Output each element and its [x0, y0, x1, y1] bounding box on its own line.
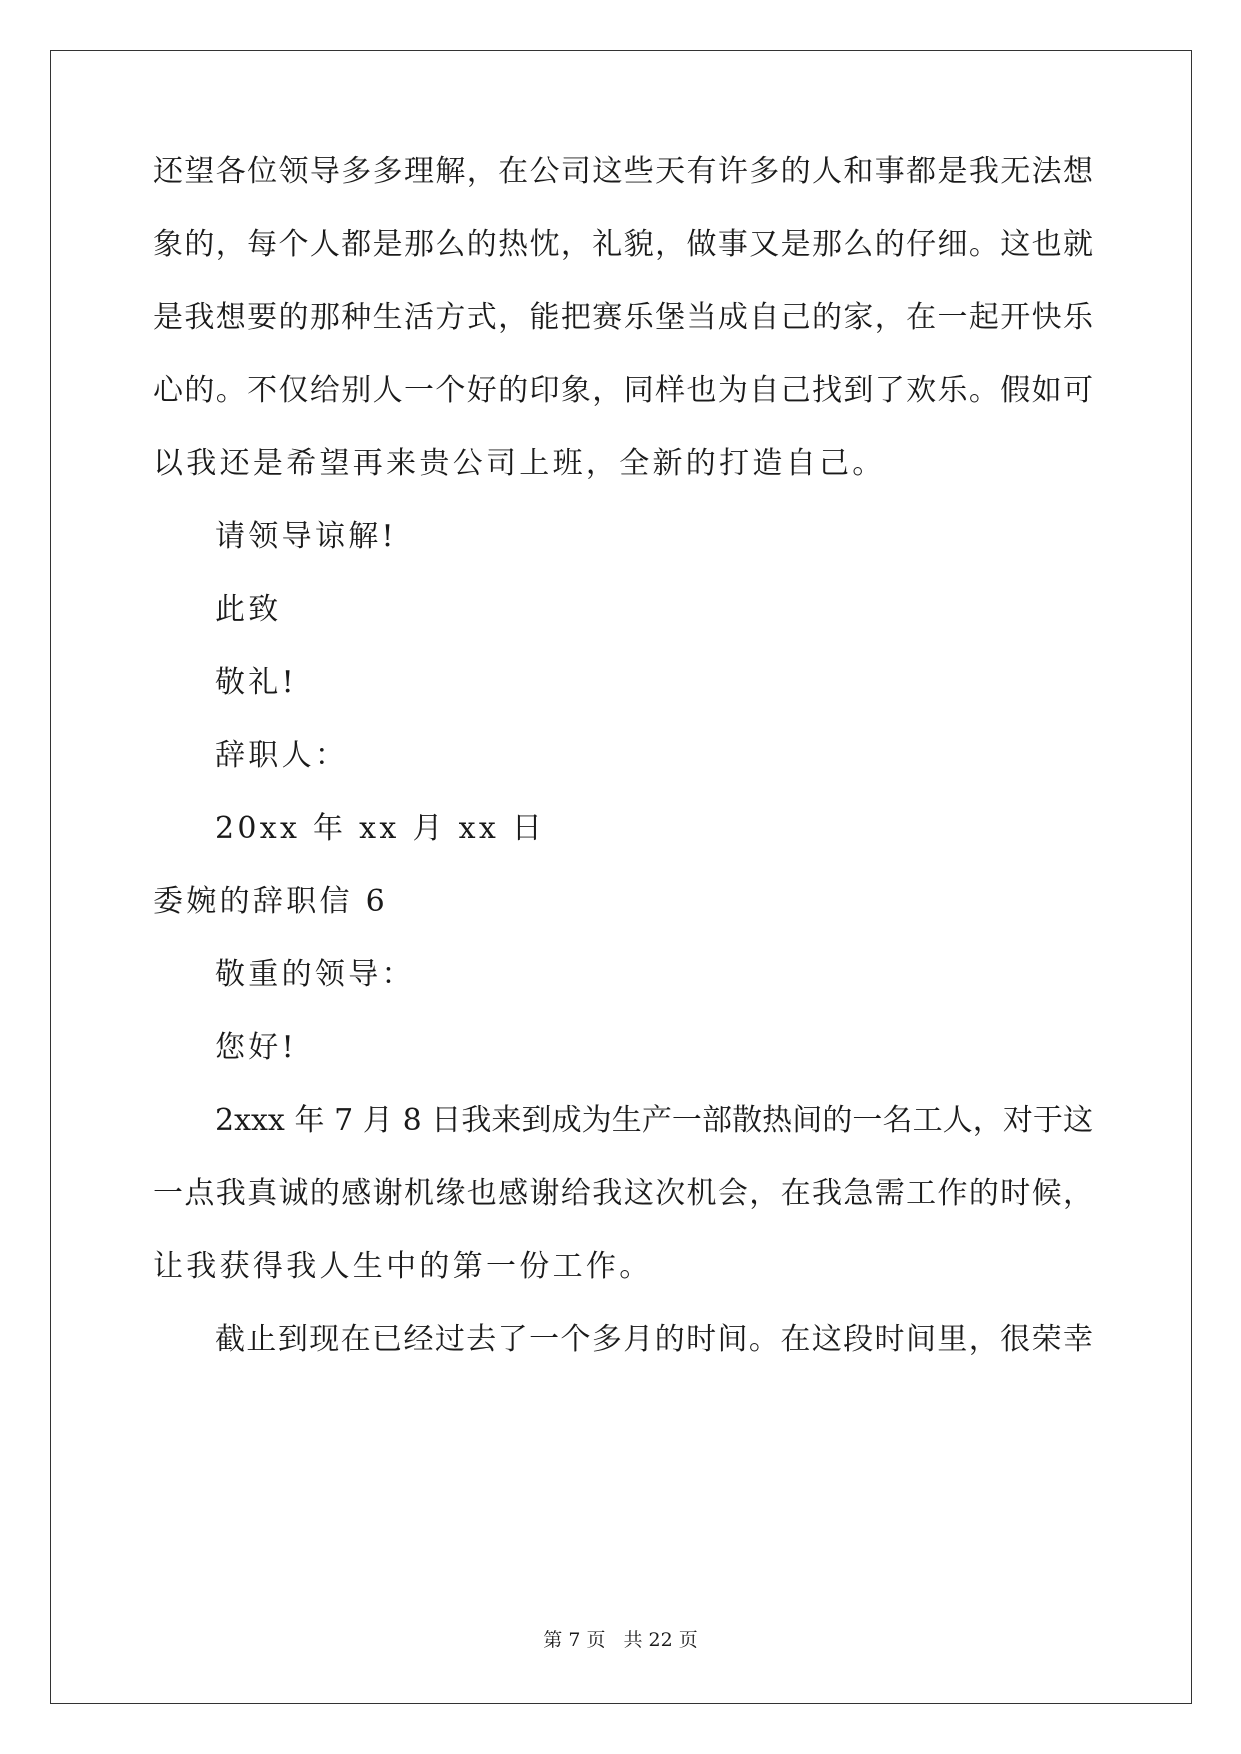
- signature-line: 辞职人：: [215, 738, 349, 773]
- letter-greeting: 敬重的领导：: [215, 957, 415, 992]
- salutation-closing: 此致: [215, 592, 282, 627]
- page-total: 共 22 页: [623, 1629, 698, 1651]
- date-line: 20xx 年 xx 月 xx 日: [215, 811, 546, 846]
- paragraph-line: 是我想要的那种生活方式，能把赛乐堡当成自己的家，在一起开快乐: [153, 300, 1093, 335]
- page-footer: [0, 1628, 1241, 1652]
- letter-hello: 您好!: [215, 1030, 297, 1065]
- paragraph-line: 让我获得我人生中的第一份工作。: [153, 1249, 653, 1284]
- paragraph-line: 心的。不仅给别人一个好的印象，同样也为自己找到了欢乐。假如可: [153, 373, 1093, 408]
- paragraph-line: 还望各位领导多多理解，在公司这些天有许多的人和事都是我无法想: [153, 154, 1093, 189]
- section-title: 委婉的辞职信 6: [153, 884, 389, 919]
- page-number: 第 7 页: [543, 1629, 606, 1651]
- paragraph-line: 象的，每个人都是那么的热忱，礼貌，做事又是那么的仔细。这也就: [153, 227, 1093, 262]
- salutation-regards: 敬礼!: [215, 665, 297, 700]
- paragraph-line: 以我还是希望再来贵公司上班，全新的打造自己。: [153, 446, 886, 481]
- paragraph-line: 一点我真诚的感谢机缘也感谢给我这次机会，在我急需工作的时候，: [153, 1176, 1093, 1211]
- paragraph-line: 2xxx 年 7 月 8 日我来到成为生产一部散热间的一名工人，对于这: [215, 1103, 1093, 1138]
- closing-request: 请领导谅解!: [215, 519, 397, 554]
- paragraph-line: 截止到现在已经过去了一个多月的时间。在这段时间里，很荣幸: [215, 1322, 1093, 1357]
